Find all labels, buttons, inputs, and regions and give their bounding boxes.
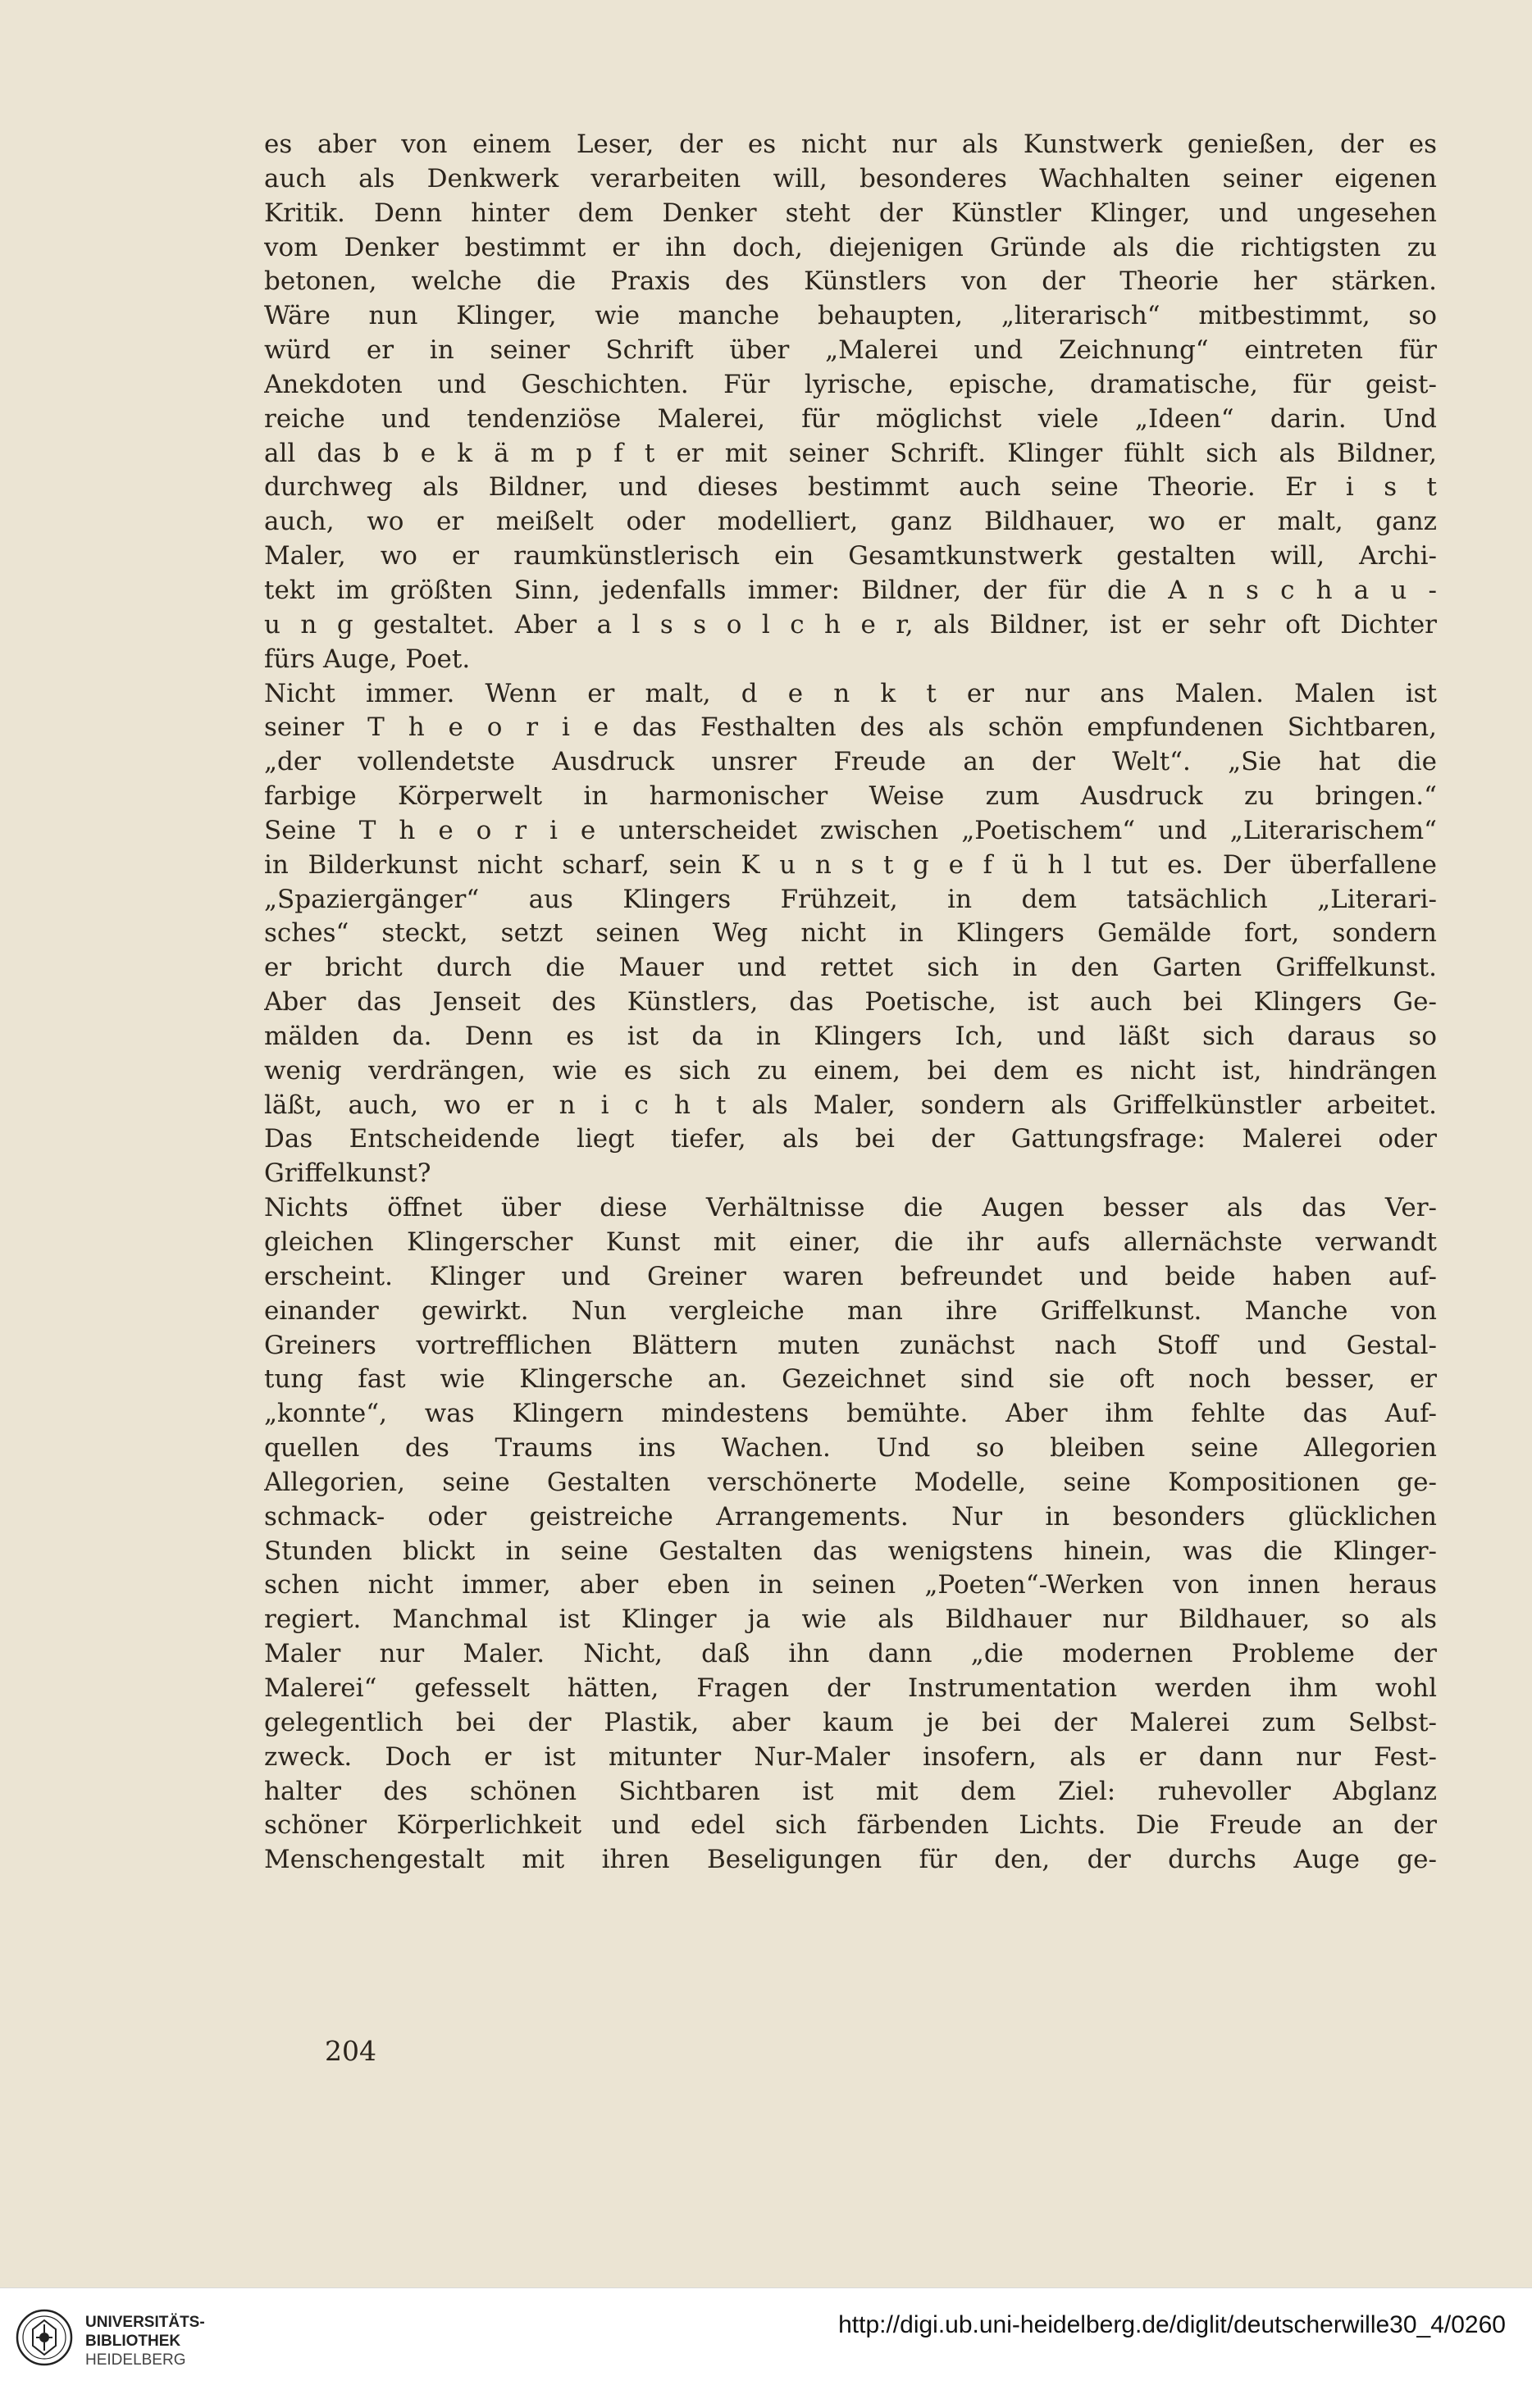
text-line: quellen des Traums ins Wachen. Und so bleiben seine Allegorien — [264, 1433, 1437, 1463]
text-line: es aber von einem Leser, der es nicht nur als Kunstwerk genießen, der es — [264, 130, 1437, 159]
text-line: schöner Körperlichkeit und edel sich färbenden Lichts. Die Freude an der — [264, 1810, 1437, 1841]
text-line: Anekdoten und Geschichten. Für lyrische, epische, dramatische, für geist- — [264, 369, 1437, 399]
text-line: gleichen Klingerscher Kunst mit einer, die ihr aufs allernächste verwandt — [264, 1227, 1437, 1257]
text-line: „Spaziergänger“ aus Klingers Frühzeit, in dem tatsächlich „Literari- — [264, 884, 1437, 914]
body-text — [264, 128, 1437, 1878]
library-name-line-2: BIBLIOTHEK — [85, 2333, 181, 2350]
text-line: auch als Denkwerk verarbeiten will, besonderes Wachhalten seiner eigenen — [264, 163, 1437, 193]
text-line: tung fast wie Klingersche an. Gezeichnet sind sie oft noch besser, er — [264, 1364, 1437, 1395]
text-line: wenig verdrängen, wie es sich zu einem, bei dem es nicht ist, hindrängen — [264, 1055, 1437, 1086]
text-line: einander gewirkt. Nun vergleiche man ihre Griffelkunst. Manche von — [264, 1295, 1437, 1326]
source-url-link[interactable]: http://digi.ub.uni-heidelberg.de/diglit/deutscherwille30_4/0260 — [838, 2311, 1506, 2338]
text-line: Wäre nun Klinger, wie manche behaupten, „literarisch“ mitbestimmt, so — [264, 301, 1437, 331]
text-line: durchweg als Bildner, und dieses bestimmt auch seine Theorie. Er i s t — [264, 472, 1437, 503]
text-line: schen nicht immer, aber eben in seinen „Poeten“-Werken von innen heraus — [264, 1570, 1437, 1600]
text-line: Seine T h e o r i e unterscheidet zwischen „Poetischem“ und „Literarischem“ — [264, 815, 1437, 845]
page-number: 204 — [325, 2035, 376, 2067]
text-line: „konnte“, was Klingern mindestens bemühte. Aber ihm fehlte das Auf- — [264, 1399, 1437, 1429]
text-line: Griffelkunst? — [264, 1158, 431, 1189]
text-line: sches“ steckt, setzt seinen Weg nicht in Klingers Gemälde fort, sondern — [264, 918, 1437, 949]
text-line: mälden da. Denn es ist da in Klingers Ich, und läßt sich daraus so — [264, 1021, 1437, 1051]
text-line: Malerei“ gefesselt hätten, Fragen der Instrumentation werden ihm wohl — [264, 1673, 1437, 1703]
text-line: auch, wo er meißelt oder modelliert, ganz Bildhauer, wo er malt, ganz — [264, 507, 1437, 537]
text-line: läßt, auch, wo er n i c h t als Maler, sondern als Griffelkünstler arbeitet. — [264, 1090, 1437, 1120]
text-line: tekt im größten Sinn, jedenfalls immer: Bildner, der für die A n s c h a u - — [264, 575, 1437, 605]
text-line: reiche und tendenziöse Malerei, für möglichst viele „Ideen“ darin. Und — [264, 403, 1437, 434]
text-line: regiert. Manchmal ist Klinger ja wie als Bildhauer nur Bildhauer, so als — [264, 1605, 1437, 1635]
text-line: er bricht durch die Mauer und rettet sich in den Garten Griffelkunst. — [264, 953, 1437, 983]
text-line: Das Entscheidende liegt tiefer, als bei der Gattungsfrage: Malerei oder — [264, 1124, 1437, 1154]
text-line: in Bilderkunst nicht scharf, sein K u n s t g e f ü h l tut es. Der überfallene — [264, 849, 1437, 880]
text-line: u n g gestaltet. Aber a l s s o l c h e r, als Bildner, ist er sehr oft Dichter — [264, 609, 1437, 640]
text-line: schmack- oder geistreiche Arrangements. Nur in besonders glücklichen — [264, 1501, 1437, 1532]
text-line: „der vollendetste Ausdruck unsrer Freude an der Welt“. „Sie hat die — [264, 747, 1437, 777]
text-line: seiner T h e o r i e das Festhalten des als schön empfundenen Sichtbaren, — [264, 712, 1437, 743]
text-line: vom Denker bestimmt er ihn doch, diejenigen Gründe als die richtigsten zu — [264, 232, 1437, 262]
text-line: all das b e k ä m p f t er mit seiner Schrift. Klinger fühlt sich als Bildner, — [264, 438, 1437, 468]
text-line: betonen, welche die Praxis des Künstlers von der Theorie her stärken. — [264, 266, 1437, 297]
text-line: Kritik. Denn hinter dem Denker steht der Künstler Klinger, und ungesehen — [264, 198, 1437, 228]
text-line: Stunden blickt in seine Gestalten das wenigstens hinein, was die Klinger- — [264, 1536, 1437, 1566]
text-line: Aber das Jenseit des Künstlers, das Poetische, ist auch bei Klingers Ge- — [264, 987, 1437, 1017]
text-line: fürs Auge, Poet. — [264, 644, 471, 674]
text-line: Allegorien, seine Gestalten verschönerte Modelle, seine Kompositionen ge- — [264, 1467, 1437, 1497]
viewer-footer — [0, 2287, 1532, 2408]
text-line: erscheint. Klinger und Greiner waren befreundet und beide haben auf- — [264, 1261, 1437, 1291]
text-line: Nicht immer. Wenn er malt, d e n k t er nur ans Malen. Malen ist — [264, 678, 1437, 708]
library-name[interactable] — [85, 2313, 205, 2369]
text-line: Maler nur Maler. Nicht, daß ihn dann „die modernen Probleme der — [264, 1639, 1437, 1669]
text-line: Nichts öffnet über diese Verhältnisse die Augen besser als das Ver- — [264, 1193, 1437, 1223]
text-line: Menschengestalt mit ihren Beseligungen für den, der durchs Auge ge- — [264, 1845, 1437, 1875]
text-line: zweck. Doch er ist mitunter Nur-Maler insofern, als er dann nur Fest- — [264, 1741, 1437, 1772]
library-name-line-3: HEIDELBERG — [85, 2351, 186, 2369]
university-seal-icon[interactable] — [15, 2308, 74, 2367]
text-line: farbige Körperwelt in harmonischer Weise zum Ausdruck zu bringen.“ — [264, 781, 1437, 812]
text-line: halter des schönen Sichtbaren ist mit dem Ziel: ruhevoller Abglanz — [264, 1776, 1437, 1806]
library-name-line-1: UNIVERSITÄTS- — [85, 2314, 205, 2331]
text-line: Maler, wo er raumkünstlerisch ein Gesamtkunstwerk gestalten will, Archi- — [264, 541, 1437, 571]
text-line: gelegentlich bei der Plastik, aber kaum je bei der Malerei zum Selbst- — [264, 1707, 1437, 1737]
text-line: Greiners vortrefflichen Blättern muten zunächst nach Stoff und Gestal- — [264, 1330, 1437, 1360]
text-line: würd er in seiner Schrift über „Malerei und Zeichnung“ eintreten für — [264, 335, 1437, 366]
